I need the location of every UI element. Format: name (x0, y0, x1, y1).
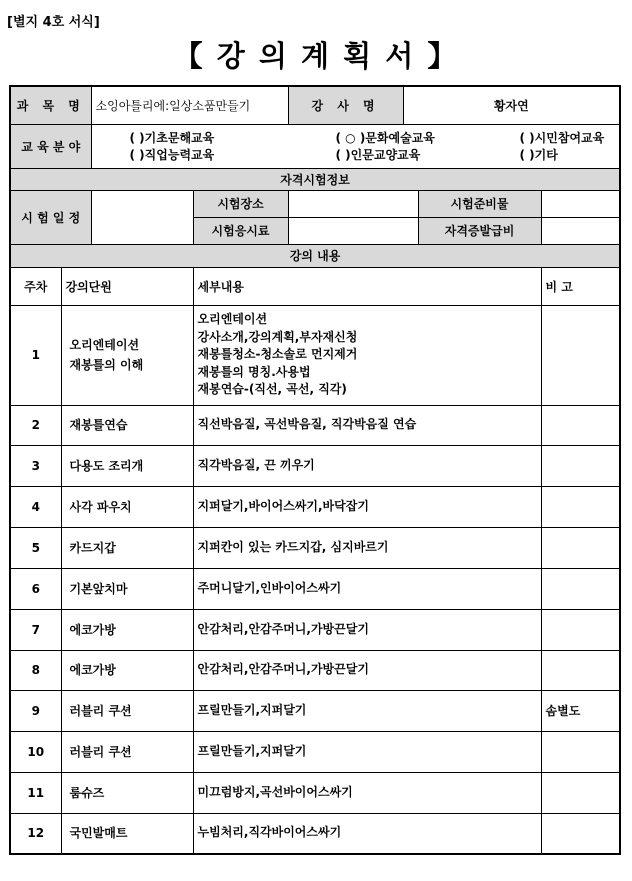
lecture-detail (193, 445, 541, 486)
subject-label: 과 목 명 (10, 86, 91, 124)
week-number: 12 (10, 813, 61, 854)
field-options-row-2 (92, 146, 620, 163)
lecture-detail (193, 405, 541, 445)
detail-line: 재봉틀청소-청소솔로 먼지제거 (197, 347, 358, 362)
lecture-note (541, 731, 620, 772)
week-number: 11 (10, 772, 61, 813)
detail-line: 미끄럼방지,곡선바이어스싸기 (197, 784, 353, 799)
lecture-unit: 오리엔테이션 재봉틀의 이해 (61, 305, 193, 405)
cert-fee-value (541, 217, 620, 244)
lecture-note (541, 527, 620, 568)
education-field-label: 교 육 분 야 (10, 124, 91, 168)
lecture-row (10, 813, 620, 854)
lecture-row (10, 650, 620, 690)
detail-line: 누빔처리,직각바이어스싸기 (197, 825, 342, 840)
detail-line: 안감처리,안감주머니,가방끈달기 (197, 621, 369, 636)
exam-fee-label: 시험응시료 (193, 217, 288, 244)
lecture-unit: 룸슈즈 (61, 772, 193, 813)
note-header: 비 고 (541, 267, 620, 305)
lecture-unit: 다용도 조리개 (61, 445, 193, 486)
lecture-note (541, 486, 620, 527)
lecture-unit: 러블리 쿠션 (61, 690, 193, 731)
lecture-row (10, 305, 620, 405)
field-options-row-1 (92, 129, 620, 146)
lecture-detail (193, 772, 541, 813)
field-option-civic: ( )시민참여교육 (519, 131, 605, 145)
lecture-note (541, 650, 620, 690)
lecture-row (10, 731, 620, 772)
detail-line: 재봉연습-(직선, 곡선, 직각) (197, 382, 347, 397)
lecture-row (10, 486, 620, 527)
lecture-detail (193, 813, 541, 854)
lecture-note (541, 405, 620, 445)
lecture-unit: 사각 파우치 (61, 486, 193, 527)
lecture-row (10, 445, 620, 486)
detail-line: 안감처리,안감주머니,가방끈달기 (197, 662, 369, 677)
week-number: 8 (10, 650, 61, 690)
lecture-note (541, 445, 620, 486)
lecture-note (541, 568, 620, 609)
lecture-note: 솜별도 (541, 690, 620, 731)
detail-header: 세부내용 (193, 267, 541, 305)
field-option-other: ( )기타 (519, 148, 558, 162)
detail-line: 재봉틀의 명칭.사용법 (197, 364, 311, 379)
detail-line: 직각박음질, 끈 끼우기 (197, 457, 315, 472)
lecture-unit: 러블리 쿠션 (61, 731, 193, 772)
lecture-unit: 에코가방 (61, 609, 193, 650)
week-number: 1 (10, 305, 61, 405)
week-number: 3 (10, 445, 61, 486)
exam-date-value (91, 190, 193, 244)
detail-line: 강사소개,강의계획,부자재신청 (197, 329, 358, 344)
lecture-detail (193, 527, 541, 568)
lecture-note (541, 813, 620, 854)
week-header: 주차 (10, 267, 61, 305)
week-number: 10 (10, 731, 61, 772)
lecture-detail (193, 690, 541, 731)
detail-line: 지퍼칸이 있는 카드지갑, 심지바르기 (197, 539, 389, 554)
lecture-unit: 국민발매트 (61, 813, 193, 854)
content-section-title: 강의 내용 (10, 244, 620, 267)
lecture-note (541, 305, 620, 405)
field-option-culture-arts: ( ○ )문화예술교육 (335, 131, 435, 145)
exam-date-label: 시 험 일 정 (10, 190, 91, 244)
exam-section-header-row (10, 168, 620, 190)
exam-supplies-value (541, 190, 620, 217)
field-option-humanities: ( )인문교양교육 (335, 148, 421, 162)
week-number: 9 (10, 690, 61, 731)
cert-fee-label: 자격증발급비 (418, 217, 541, 244)
field-option-basic-literacy: ( )기초문해교육 (129, 131, 215, 145)
week-number: 5 (10, 527, 61, 568)
week-number: 6 (10, 568, 61, 609)
lecture-row (10, 527, 620, 568)
content-rows (10, 305, 620, 854)
course-info-row (10, 86, 620, 124)
education-field-options (91, 124, 620, 168)
lecture-unit: 재봉틀연습 (61, 405, 193, 445)
unit-header: 강의단원 (61, 267, 193, 305)
lecture-detail (193, 731, 541, 772)
lecture-row (10, 609, 620, 650)
instructor-value: 황자연 (403, 86, 620, 124)
document-title: 【 강 의 계 획 서 】 (173, 39, 459, 73)
week-number: 2 (10, 405, 61, 445)
detail-line: 주머니달기,인바이어스싸기 (197, 580, 342, 595)
exam-fee-value (288, 217, 418, 244)
content-section-header-row (10, 244, 620, 267)
exam-row-1 (10, 190, 620, 217)
lecture-detail (193, 305, 541, 405)
detail-line: 프릴만들기,지퍼달기 (197, 702, 307, 717)
detail-line: 프릴만들기,지퍼달기 (197, 743, 307, 758)
subject-value: 소잉아틀리에:일상소품만들기 (91, 86, 288, 124)
detail-line: 오리엔테이션 (197, 312, 268, 327)
content-header-row (10, 267, 620, 305)
lecture-detail (193, 609, 541, 650)
week-number: 7 (10, 609, 61, 650)
instructor-label: 강 사 명 (288, 86, 403, 124)
lecture-unit: 카드지갑 (61, 527, 193, 568)
exam-venue-label: 시험장소 (193, 190, 288, 217)
lecture-row (10, 772, 620, 813)
lecture-row (10, 690, 620, 731)
form-label: [별지 4호 서식] (7, 15, 100, 30)
detail-line: 지퍼달기,바이어스싸기,바닥잡기 (197, 498, 369, 513)
lecture-unit: 기본앞치마 (61, 568, 193, 609)
detail-line: 직선박음질, 곡선박음질, 직각박음질 연습 (197, 417, 417, 432)
exam-section-title: 자격시험정보 (10, 168, 620, 190)
exam-supplies-label: 시험준비물 (418, 190, 541, 217)
lecture-plan-table (9, 85, 621, 855)
week-number: 4 (10, 486, 61, 527)
lecture-note (541, 772, 620, 813)
lecture-detail (193, 486, 541, 527)
lecture-note (541, 609, 620, 650)
education-field-row (10, 124, 620, 168)
lecture-row (10, 405, 620, 445)
lecture-unit: 에코가방 (61, 650, 193, 690)
lecture-row (10, 568, 620, 609)
exam-venue-value (288, 190, 418, 217)
field-option-vocational: ( )직업능력교육 (129, 148, 215, 162)
lecture-detail (193, 568, 541, 609)
lecture-detail (193, 650, 541, 690)
